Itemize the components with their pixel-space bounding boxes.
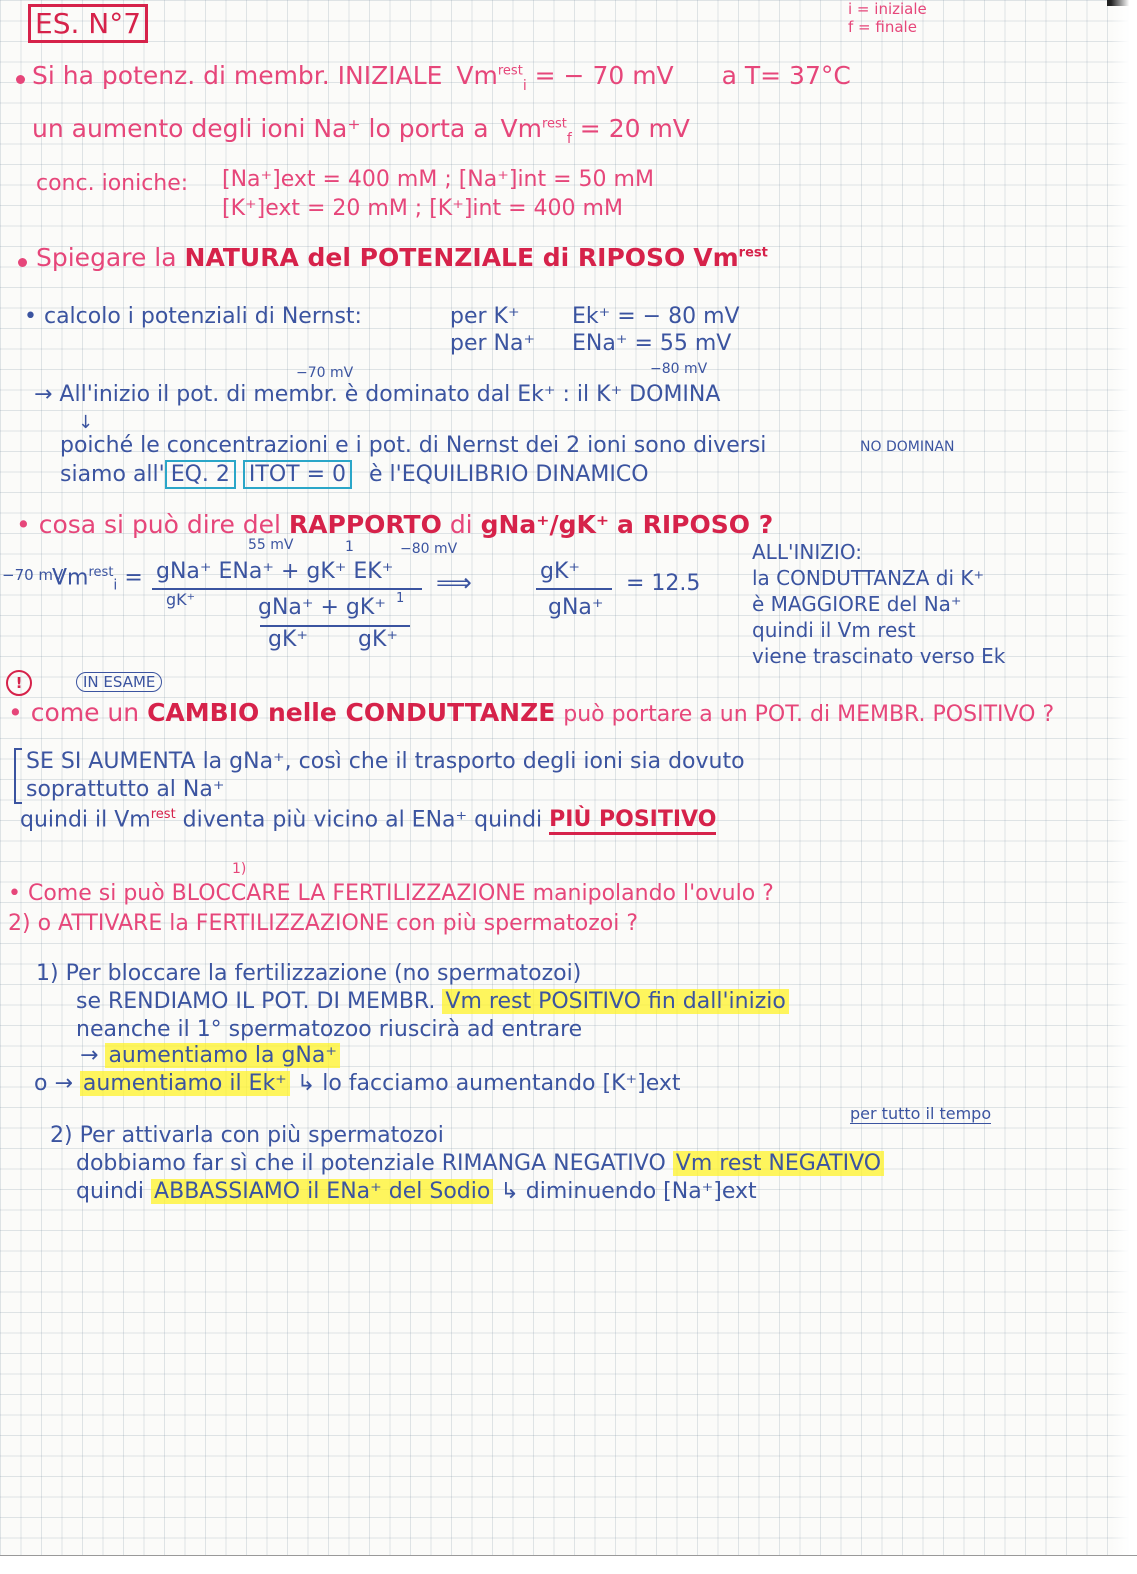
a2-line3-post: ↳ diminuendo [Na⁺]ext xyxy=(500,1179,757,1204)
intro-line1 xyxy=(32,63,851,94)
increase-ek-highlight: aumentiamo il Ek⁺ xyxy=(80,1071,290,1096)
q3-answer-3-mid: diventa più vicino al ENa⁺ quindi xyxy=(182,807,543,833)
eq2-box: EQ. 2 xyxy=(165,460,236,489)
q1-highlight: NATURA del POTENZIALE di RIPOSO xyxy=(184,243,686,272)
q1-title xyxy=(36,245,768,271)
a2-note: per tutto il tempo xyxy=(850,1104,992,1123)
q1-line-c xyxy=(60,463,649,486)
arrow: → xyxy=(80,1043,99,1068)
vm-final xyxy=(500,114,572,147)
vm-negative-highlight: Vm rest NEGATIVO xyxy=(673,1151,884,1176)
lhs-note: −70 mV xyxy=(2,566,64,584)
itot-box: ITOT = 0 xyxy=(243,460,352,489)
q3-answer-1: SE SI AUMENTA la gNa⁺, così che il trasporto degli ioni sia dovuto xyxy=(26,749,745,774)
conc-label: conc. ioniche: xyxy=(36,171,189,196)
nernst-k-value: Ek⁺ = − 80 mV xyxy=(572,304,740,329)
temperature: a T= 37°C xyxy=(721,61,851,90)
q4-note: 1) xyxy=(232,861,247,877)
more-positive-highlight: PIÙ POSITIVO xyxy=(549,807,716,835)
vm-initial-value: = − 70 mV xyxy=(534,61,674,90)
vm-symbol: Vm xyxy=(693,243,739,272)
vm-sup: rest xyxy=(150,807,176,822)
or-arrow: o → xyxy=(34,1071,73,1096)
a2-line3-pre: quindi xyxy=(76,1179,145,1204)
a1-line3: neanche il 1° spermatozoo riuscirà ad entrare xyxy=(76,1017,583,1042)
formula-numerator: gNa⁺ ENa⁺ + gK⁺ EK⁺ xyxy=(156,559,394,584)
expl-line4: quindi il Vm rest xyxy=(752,618,916,642)
exercise-title: ES. N°7 xyxy=(28,4,148,43)
result-numerator: gK⁺ xyxy=(540,559,581,584)
q2-mid: di xyxy=(449,510,473,539)
result-value: = 12.5 xyxy=(626,571,701,596)
note-minus-80: −80 mV xyxy=(650,361,708,377)
vm-sup: rest xyxy=(497,63,523,79)
a1-line2-highlight: Vm rest POSITIVO fin dall'inizio xyxy=(442,989,788,1014)
legend-initial: i = iniziale xyxy=(848,0,927,18)
a2-line1: 2) Per attivarla con più spermatozoi xyxy=(50,1123,444,1148)
q3-answer-3-pre: quindi il Vm xyxy=(20,807,151,833)
q1-line-a: → All'inizio il pot. di membr. è dominato dal Ek⁺ : il K⁺ DOMINA xyxy=(34,382,721,407)
q3-prefix: • come un xyxy=(8,698,140,727)
legend-final: f = finale xyxy=(848,18,917,36)
vm-sup: rest xyxy=(738,245,768,261)
den-sub2: gK⁺ xyxy=(358,627,399,652)
q1-symbol xyxy=(693,243,768,272)
vm-sub: i xyxy=(113,577,118,594)
num-den-note: gK⁺ xyxy=(166,590,196,609)
a2-line2-pre: dobbiamo far sì che il potenziale RIMANGA NEGATIVO xyxy=(76,1151,666,1176)
bullet xyxy=(18,258,27,267)
equals: = xyxy=(124,565,143,591)
vm-sub: i xyxy=(522,78,527,94)
conc-na: [Na⁺]ext = 400 mM ; [Na⁺]int = 50 mM xyxy=(222,167,654,192)
a1-line1: 1) Per bloccare la fertilizzazione (no spermatozoi) xyxy=(36,961,582,986)
formula-denominator: gNa⁺ + gK⁺ xyxy=(258,595,386,620)
a1-line5 xyxy=(34,1072,681,1095)
answer-bracket xyxy=(14,748,22,804)
down-arrow: ↓ xyxy=(78,412,94,433)
a1-line4 xyxy=(80,1044,340,1067)
note-minus-70: −70 mV xyxy=(296,365,354,381)
note-55: 55 mV xyxy=(248,537,294,553)
q1-prefix: Spiegare la xyxy=(36,243,177,272)
nernst-na-label: per Na⁺ xyxy=(450,331,536,356)
q2-ratio: gNa⁺/gK⁺ xyxy=(480,510,610,539)
expl-line1: ALL'INIZIO: xyxy=(752,540,862,564)
result-denominator: gNa⁺ xyxy=(548,595,604,620)
vm-symbol: Vm xyxy=(52,565,89,591)
intro-line2 xyxy=(32,116,690,147)
a2-line2 xyxy=(76,1152,884,1175)
warning-icon: ! xyxy=(6,670,32,696)
vm-sup: rest xyxy=(541,116,567,132)
note-80: −80 mV xyxy=(400,541,458,557)
q3-answer-2: soprattutto al Na⁺ xyxy=(26,777,225,802)
conc-k: [K⁺]ext = 20 mM ; [K⁺]int = 400 mM xyxy=(222,196,623,221)
q1-line-c-post: è l'EQUILIBRIO DINAMICO xyxy=(369,462,649,487)
nernst-label: • calcolo i potenziali di Nernst: xyxy=(24,304,362,329)
vm-sub: f xyxy=(566,131,572,147)
intro-line1-text: Si ha potenz. di membr. INIZIALE xyxy=(32,61,443,90)
page-bottom-edge xyxy=(0,1555,1137,1574)
q3-suffix: può portare a un POT. di MEMBR. POSITIVO ? xyxy=(563,702,1055,727)
increase-gna-highlight: aumentiamo la gNa⁺ xyxy=(105,1043,340,1068)
q4-line2: 2) o ATTIVARE la FERTILIZZAZIONE con più spermatozoi ? xyxy=(8,911,639,936)
q1-line-c-pre: siamo all' xyxy=(60,462,165,487)
q2-title xyxy=(16,512,773,538)
expl-line2: la CONDUTTANZA di K⁺ xyxy=(752,566,985,590)
expl-line3: è MAGGIORE del Na⁺ xyxy=(752,592,962,616)
q1-line-b: poiché le concentrazioni e i pot. di Nernst dei 2 ioni sono diversi xyxy=(60,433,767,458)
q2-prefix: • cosa si può dire del xyxy=(16,510,281,539)
vm-symbol: Vm xyxy=(456,61,498,90)
intro-line2-text: un aumento degli ioni Na⁺ lo porta a xyxy=(32,114,489,143)
bullet xyxy=(16,75,25,84)
vm-initial xyxy=(456,61,527,94)
result-fraction-bar xyxy=(536,588,612,590)
q3-title xyxy=(8,700,1054,726)
vm-symbol: Vm xyxy=(500,114,542,143)
implies-arrow: ⟹ xyxy=(436,568,472,597)
vm-sup: rest xyxy=(88,565,114,580)
q4-line1: • Come si può BLOCCARE LA FERTILIZZAZIONE manipolando l'ovulo ? xyxy=(8,881,774,906)
nernst-k-label: per K⁺ xyxy=(450,304,520,329)
lower-ena-highlight: ABBASSIAMO il ENa⁺ del Sodio xyxy=(151,1179,493,1204)
a1-line2 xyxy=(76,990,789,1013)
q1-line-b-note: NO DOMINAN xyxy=(860,439,955,455)
den-note: 1 xyxy=(396,591,405,606)
page-edge xyxy=(1111,0,1137,1574)
q3-highlight: CAMBIO nelle CONDUTTANZE xyxy=(147,698,556,727)
q3-answer-3 xyxy=(20,808,716,831)
a2-line3 xyxy=(76,1180,757,1203)
a1-line2-pre: se RENDIAMO IL POT. DI MEMBR. xyxy=(76,989,436,1014)
vm-final-value: = 20 mV xyxy=(579,114,690,143)
a1-line5-post: ↳ lo facciamo aumentando [K⁺]ext xyxy=(296,1071,681,1096)
q2-suffix: a RIPOSO ? xyxy=(617,510,774,539)
den-sub1: gK⁺ xyxy=(268,627,309,652)
q2-highlight: RAPPORTO xyxy=(288,510,442,539)
expl-line5: viene trascinato verso Ek xyxy=(752,644,1006,668)
nernst-na-value: ENa⁺ = 55 mV xyxy=(572,331,732,356)
formula-lhs xyxy=(52,566,143,593)
exam-tag: IN ESAME xyxy=(76,672,162,692)
note-1: 1 xyxy=(345,539,354,555)
